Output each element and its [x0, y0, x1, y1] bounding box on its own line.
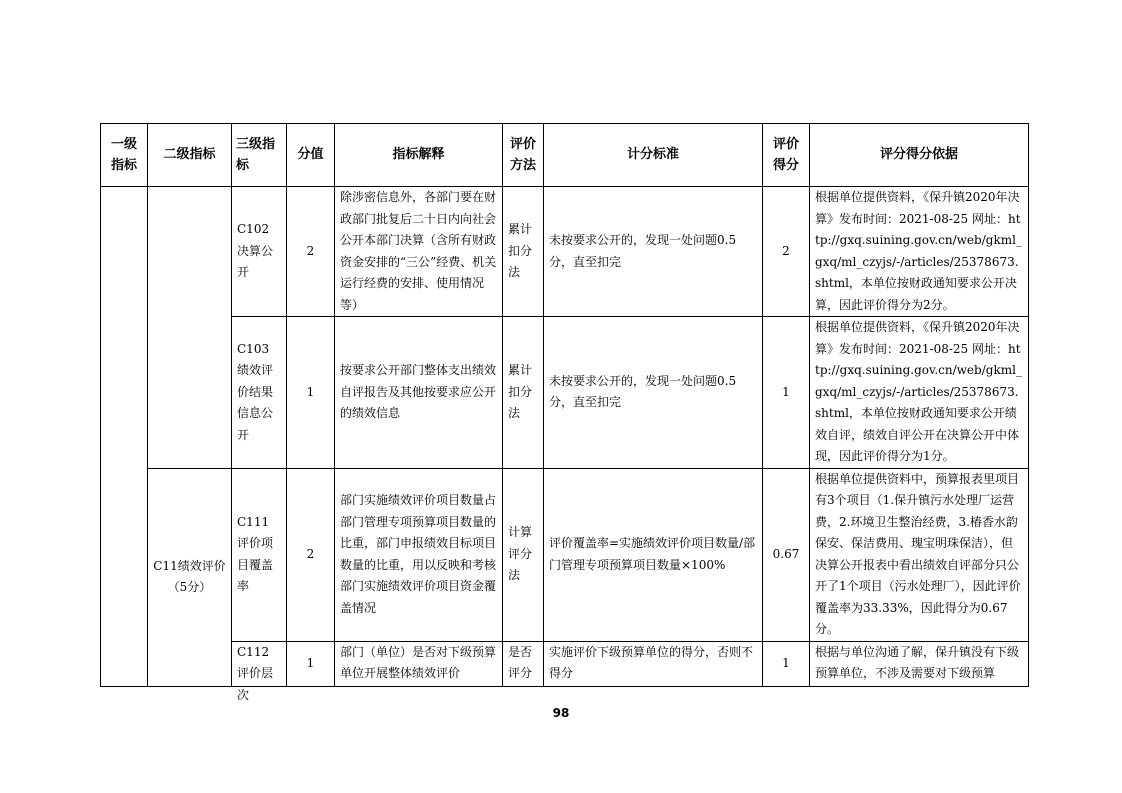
header-explanation: 指标解释 [335, 124, 503, 187]
table-row [101, 641, 1029, 686]
header-row [101, 124, 1029, 187]
header-level3: 三级指标 [232, 124, 287, 187]
explanation-cell: 部门实施绩效评价项目数量占部门管理专项预算项目数量的比重，部门申报绩效目标项目数量的比重，用以反映和考核部门实施绩效评价项目资金覆盖情况 [335, 468, 503, 641]
header-score: 分值 [287, 124, 335, 187]
result-cell: 1 [763, 317, 810, 469]
standard-cell: 未按要求公开的，发现一处问题0.5分，直至扣完 [544, 187, 763, 317]
header-standard: 计分标准 [544, 124, 763, 187]
level3-cell: C112评价层次 [237, 644, 274, 702]
header-result: 评价得分 [763, 124, 810, 187]
header-basis: 评分得分依据 [810, 124, 1029, 187]
method-cell: 累计扣分法 [503, 187, 544, 317]
result-cell: 2 [763, 187, 810, 317]
score-cell: 2 [287, 468, 335, 641]
result-cell: 1 [763, 641, 810, 686]
explanation-cell: 按要求公开部门整体支出绩效自评报告及其他按要求应公开的绩效信息 [335, 317, 503, 469]
method-cell: 计算评分法 [503, 468, 544, 641]
level3-cell: C103绩效评价结果信息公开 [232, 317, 287, 469]
score-cell: 1 [287, 641, 335, 686]
level3-cell: C102决算公开 [232, 187, 287, 317]
header-level2: 二级指标 [148, 124, 232, 187]
score-cell: 2 [287, 187, 335, 317]
result-cell: 0.67 [763, 468, 810, 641]
score-cell: 1 [287, 317, 335, 469]
level3-cell: C111评价项目覆盖率 [232, 468, 287, 641]
explanation-cell: 部门（单位）是否对下级预算单位开展整体绩效评价 [340, 644, 497, 680]
level2-cell-empty [148, 187, 232, 469]
standard-cell: 评价覆盖率=实施绩效评价项目数量/部门管理专项预算项目数量×100% [544, 468, 763, 641]
table-row [101, 468, 1029, 641]
basis-cell: 根据单位提供资料中，预算报表里项目有3个项目（1.保升镇污水处理厂运营费，2.环境卫生整治经费，3.椿香水韵保安、保洁费用、瑰宝明珠保洁），但决算公开报表中看出绩效自评部分只公开了1个项目（污水处理厂），因此评价覆盖率为33.33%，因此得分为0.67分。 [810, 468, 1029, 641]
table-row [101, 187, 1029, 317]
standard-cell: 未按要求公开的，发现一处问题0.5分，直至扣完 [544, 317, 763, 469]
level2-cell: C11绩效评价（5分） [148, 468, 232, 686]
explanation-cell: 除涉密信息外，各部门要在财政部门批复后二十日内向社会公开本部门决算（含所有财政资金安排的“三公”经费、机关运行经费的安排、使用情况等） [335, 187, 503, 317]
header-method: 评价方法 [503, 124, 544, 187]
level1-cell [101, 187, 148, 687]
method-cell: 累计扣分法 [503, 317, 544, 469]
table-row [101, 317, 1029, 469]
evaluation-table [100, 123, 1029, 702]
basis-cell: 根据单位提供资料，《保升镇2020年决算》发布时间：2021-08-25 网址：http://gxq.suining.gov.cn/web/gkml_gxq/ml_czyjs/-/articles/25378673.shtml，本单位按财政通知要求公开决算，因此评价得分为2分。 [810, 187, 1029, 317]
basis-cell: 根据与单位沟通了解，保升镇没有下级预算单位，不涉及需要对下级预算 [815, 644, 1020, 680]
standard-cell: 实施评价下级预算单位的得分，否则不得分 [549, 644, 754, 680]
method-cell: 是否评分 [508, 644, 533, 680]
basis-cell: 根据单位提供资料，《保升镇2020年决算》发布时间：2021-08-25 网址：http://gxq.suining.gov.cn/web/gkml_gxq/ml_czyjs/-/articles/25378673.shtml，本单位按财政通知要求公开绩效自评，绩效自评公开在决算公开中体现，因此评价得分为1分。 [810, 317, 1029, 469]
header-level1: 一级指标 [101, 124, 148, 187]
page-number: 98 [552, 706, 570, 720]
